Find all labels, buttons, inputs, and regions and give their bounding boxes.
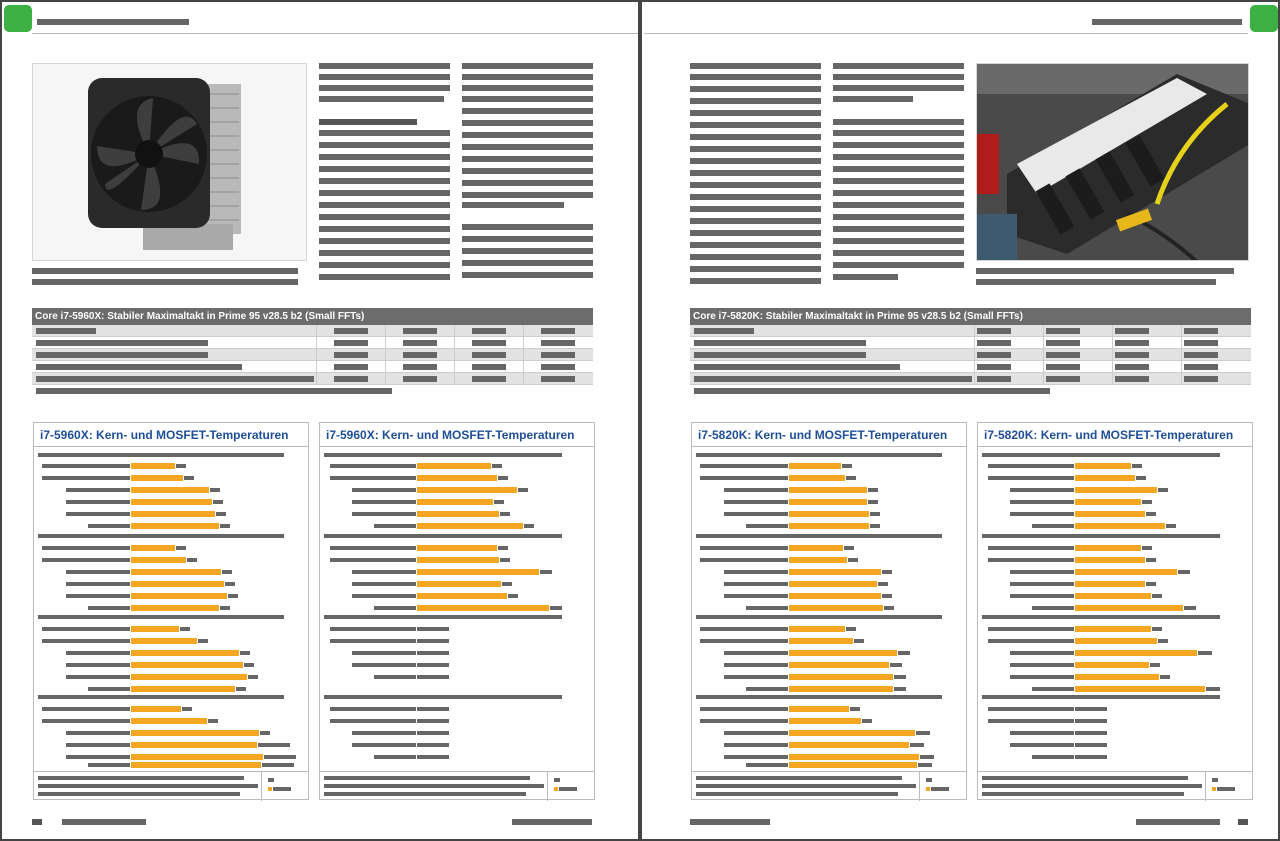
text-line [833, 202, 964, 208]
text-line [690, 218, 821, 224]
group-heading [982, 534, 1220, 538]
text-line [319, 142, 450, 148]
text-line [690, 86, 821, 92]
text-line [690, 98, 821, 104]
text-line [690, 278, 821, 284]
text-line [462, 236, 593, 242]
text-line [833, 130, 964, 136]
text-line [833, 154, 964, 160]
text-line [319, 74, 450, 80]
group-heading [324, 534, 562, 538]
table-footnote [32, 385, 593, 397]
text-line [690, 170, 821, 176]
text-line [319, 166, 450, 172]
text-line [462, 108, 593, 114]
text-line [462, 132, 593, 138]
overclock-table [690, 308, 1251, 397]
group-heading [324, 453, 562, 457]
caption-line [976, 279, 1216, 285]
text-line [319, 214, 450, 220]
footer-text [62, 819, 146, 825]
text-line [319, 190, 450, 196]
cpu-cooler-photo [32, 63, 307, 261]
chart-legend [261, 772, 308, 801]
text-line [462, 144, 593, 150]
chart-title: i7-5960X: Kern- und MOSFET-Temperaturen [320, 423, 594, 447]
text-line [319, 154, 450, 160]
chart-footnote [34, 771, 308, 800]
text-line [690, 122, 821, 128]
text-line [319, 238, 450, 244]
text-line [833, 214, 964, 220]
text-line [462, 63, 593, 69]
group-heading [696, 534, 942, 538]
text-line [690, 158, 821, 164]
group-heading [696, 453, 942, 457]
text-line [462, 260, 593, 266]
temperature-chart [33, 422, 309, 800]
text-line [462, 156, 593, 162]
group-heading [696, 615, 942, 619]
group-heading [38, 453, 284, 457]
text-line [319, 226, 450, 232]
table-row [32, 349, 593, 361]
chart-title: i7-5960X: Kern- und MOSFET-Temperaturen [34, 423, 308, 447]
chart-footnote [320, 771, 594, 800]
overclock-table [32, 308, 593, 397]
text-line [690, 266, 821, 272]
text-line [833, 250, 964, 256]
text-line [462, 96, 593, 102]
table-footnote [690, 385, 1251, 397]
text-line [833, 63, 964, 69]
chart-legend [919, 772, 966, 801]
text-line [319, 178, 450, 184]
text-line [319, 250, 450, 256]
text-line [690, 194, 821, 200]
text-line [690, 146, 821, 152]
chart-footnote [692, 771, 966, 800]
text-line [690, 182, 821, 188]
group-heading [38, 615, 284, 619]
table-row [690, 349, 1251, 361]
page-number [32, 819, 42, 825]
page-tab-icon [1250, 5, 1278, 32]
text-line [462, 224, 593, 230]
text-line [319, 96, 444, 102]
chart-title: i7-5820K: Kern- und MOSFET-Temperaturen [692, 423, 966, 447]
table-row [32, 373, 593, 385]
caption-line [32, 268, 298, 274]
table-row [690, 373, 1251, 385]
text-line [833, 190, 964, 196]
text-line [833, 142, 964, 148]
text-line [833, 238, 964, 244]
text-line [462, 272, 593, 278]
text-line [462, 85, 593, 91]
text-line [690, 242, 821, 248]
table-header-row [32, 325, 593, 337]
text-line [319, 274, 450, 280]
text-line [319, 262, 450, 268]
text-line [833, 274, 898, 280]
running-header [1092, 19, 1242, 25]
subheading [319, 119, 417, 125]
text-line [690, 110, 821, 116]
text-line [833, 226, 964, 232]
temperature-chart [319, 422, 595, 800]
text-line [690, 230, 821, 236]
temperature-chart [691, 422, 967, 800]
table-title: Core i7-5820K: Stabiler Maximaltakt in Prime 95 v28.5 b2 (Small FFTs) [690, 308, 1251, 325]
text-line [690, 63, 821, 69]
chart-legend [1205, 772, 1252, 801]
header-rule [644, 33, 1248, 34]
motherboard-photo [976, 63, 1249, 261]
group-heading [324, 695, 562, 699]
group-heading [38, 695, 284, 699]
text-line [833, 178, 964, 184]
text-line [833, 119, 964, 125]
caption-line [32, 279, 298, 285]
chart-legend [547, 772, 594, 801]
page-number [1238, 819, 1248, 825]
chart-title: i7-5820K: Kern- und MOSFET-Temperaturen [978, 423, 1252, 447]
footer-text [690, 819, 770, 825]
text-line [462, 180, 593, 186]
text-line [462, 202, 564, 208]
text-line [319, 130, 450, 136]
table-row [690, 337, 1251, 349]
table-row [690, 361, 1251, 373]
group-heading [38, 534, 284, 538]
caption-line [976, 268, 1234, 274]
page-tab-icon [4, 5, 32, 32]
text-line [690, 74, 821, 80]
group-heading [982, 615, 1220, 619]
group-heading [982, 695, 1220, 699]
text-line [690, 206, 821, 212]
running-header [37, 19, 189, 25]
table-title: Core i7-5960X: Stabiler Maximaltakt in Prime 95 v28.5 b2 (Small FFTs) [32, 308, 593, 325]
right-page [640, 0, 1280, 841]
temperature-chart [977, 422, 1253, 800]
group-heading [324, 615, 562, 619]
text-line [319, 202, 450, 208]
group-heading [696, 695, 942, 699]
chart-footnote [978, 771, 1252, 800]
text-line [462, 74, 593, 80]
table-row [32, 337, 593, 349]
text-line [833, 166, 964, 172]
text-line [690, 134, 821, 140]
group-heading [982, 453, 1220, 457]
text-line [319, 85, 450, 91]
text-line [462, 120, 593, 126]
text-line [462, 192, 593, 198]
header-rule [32, 33, 638, 34]
table-row [32, 361, 593, 373]
footer-text [512, 819, 592, 825]
text-line [833, 262, 964, 268]
text-line [319, 63, 450, 69]
text-line [462, 168, 593, 174]
footer-text [1136, 819, 1220, 825]
text-line [690, 254, 821, 260]
text-line [833, 96, 913, 102]
table-header-row [690, 325, 1251, 337]
text-line [833, 85, 964, 91]
text-line [462, 248, 593, 254]
text-line [833, 74, 964, 80]
